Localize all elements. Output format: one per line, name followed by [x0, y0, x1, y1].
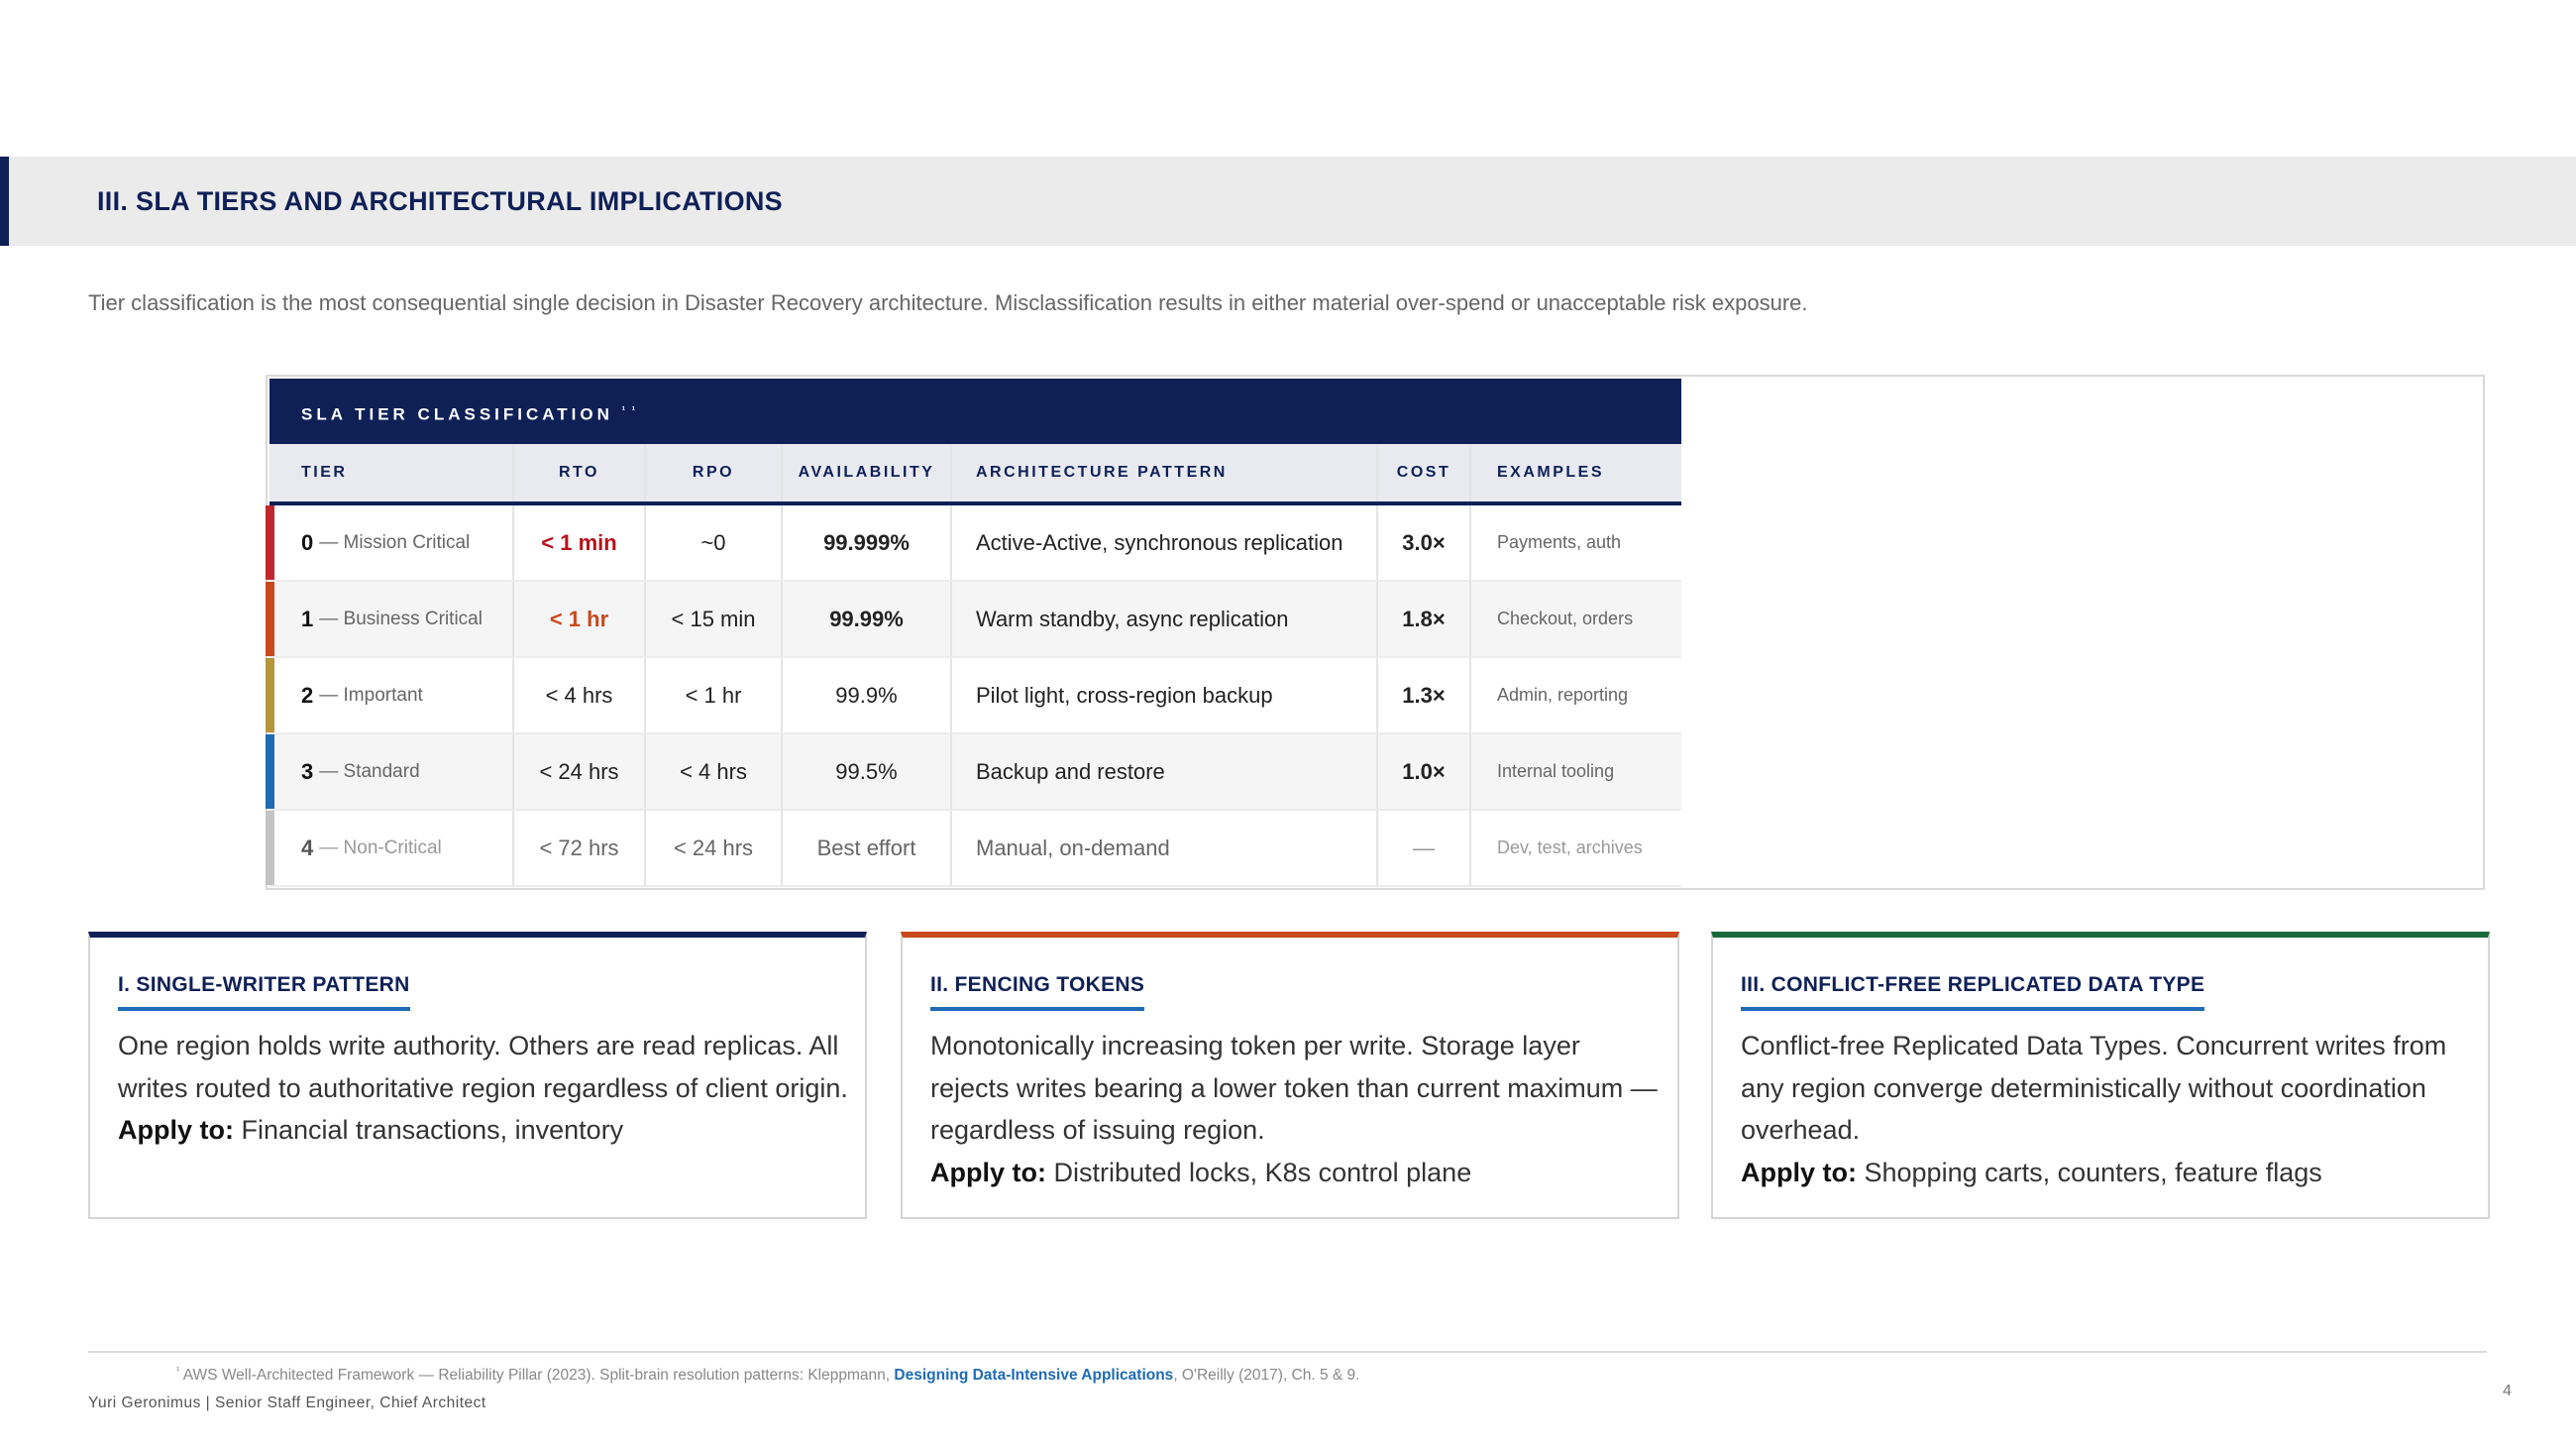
page-number: 4	[2503, 1383, 2512, 1399]
pattern-card	[901, 932, 1679, 1219]
section-accent-bar	[0, 157, 9, 246]
tier-number: 2	[301, 682, 314, 708]
availability-value: 99.999%	[823, 529, 910, 555]
examples-cell	[1471, 734, 1681, 809]
footnote	[176, 1366, 1360, 1385]
examples-cell	[1471, 505, 1681, 580]
header-rto: RTO	[514, 444, 646, 502]
rpo-cell	[646, 505, 783, 580]
examples-value: Internal tooling	[1497, 761, 1615, 781]
cost-cell	[1378, 505, 1471, 580]
examples-cell	[1471, 811, 1681, 885]
footnote-mark: ¹	[176, 1366, 180, 1377]
tier-cell	[269, 505, 514, 580]
rpo-cell	[646, 811, 783, 885]
card-title: I. SINGLE-WRITER PATTERN	[118, 973, 410, 1011]
rto-value: < 1 hr	[549, 606, 609, 631]
rpo-value: < 4 hrs	[680, 758, 747, 784]
examples-cell	[1471, 582, 1681, 656]
table-row	[269, 658, 1681, 734]
architecture-cell	[952, 505, 1378, 580]
card-apply	[930, 1158, 1471, 1187]
rpo-cell	[646, 658, 783, 732]
tier-color-bar	[266, 811, 274, 885]
availability-cell	[783, 658, 952, 732]
architecture-cell	[952, 658, 1378, 732]
table-caption-text: SLA TIER CLASSIFICATION	[301, 404, 613, 424]
availability-value: 99.5%	[835, 758, 898, 784]
rpo-value: < 1 hr	[685, 682, 742, 708]
tier-cell	[269, 582, 514, 656]
availability-value: Best effort	[816, 835, 916, 860]
card-title: II. FENCING TOKENS	[930, 973, 1144, 1011]
cost-value: 1.3×	[1402, 682, 1446, 708]
card-description: Monotonically increasing token per write. Storage layer rejects writes bearing a lower token than current maximum — regardless of issuing region.	[930, 1031, 1658, 1145]
table-row	[269, 505, 1681, 582]
cost-value: 1.8×	[1402, 606, 1446, 631]
pattern-card	[88, 932, 867, 1219]
footer-divider	[88, 1351, 2487, 1353]
table-header-row	[269, 444, 1681, 505]
cost-value: —	[1413, 835, 1435, 860]
rpo-cell	[646, 582, 783, 656]
cost-cell	[1378, 658, 1471, 732]
tier-cell	[269, 734, 514, 809]
rto-value: < 72 hrs	[539, 835, 619, 860]
card-apply-label: Apply to:	[930, 1157, 1046, 1187]
rpo-value: < 15 min	[671, 606, 756, 631]
table-row	[269, 811, 1681, 887]
architecture-value: Warm standby, async replication	[976, 606, 1289, 631]
card-body	[1741, 1025, 2474, 1193]
card-description: Conflict-free Replicated Data Types. Concurrent writes from any region converge deterministically without coordination overhead.	[1741, 1031, 2447, 1145]
architecture-cell	[952, 811, 1378, 885]
card-body	[118, 1025, 851, 1152]
table-caption-footnote-mark: ¹ ¹	[621, 405, 638, 416]
cost-cell	[1378, 582, 1471, 656]
sla-tier-table	[269, 379, 1681, 887]
rpo-cell	[646, 734, 783, 809]
availability-cell	[783, 734, 952, 809]
rto-value: < 24 hrs	[539, 758, 619, 784]
author-line: Yuri Geronimus | Senior Staff Engineer, Chief Architect	[88, 1394, 486, 1411]
card-apply-text: Shopping carts, counters, feature flags	[1864, 1157, 2322, 1187]
availability-cell	[783, 582, 952, 656]
availability-value: 99.9%	[835, 682, 898, 708]
architecture-cell	[952, 582, 1378, 656]
tier-color-bar	[266, 658, 274, 732]
tier-number: 1	[301, 606, 314, 631]
section-header	[0, 157, 2576, 246]
header-architecture-pattern: ARCHITECTURE PATTERN	[952, 444, 1378, 502]
tier-number: 3	[301, 758, 314, 784]
examples-cell	[1471, 658, 1681, 732]
tier-name: — Standard	[319, 760, 420, 782]
examples-value: Admin, reporting	[1497, 685, 1629, 705]
card-apply-label: Apply to:	[118, 1115, 234, 1145]
tier-color-bar	[266, 582, 274, 656]
rto-value: < 4 hrs	[545, 682, 613, 708]
footnote-text-pre: AWS Well-Architected Framework — Reliability Pillar (2023). Split-brain resolution patterns: Kleppmann,	[182, 1367, 895, 1385]
examples-value: Payments, auth	[1497, 532, 1622, 552]
card-apply-text: Distributed locks, K8s control plane	[1053, 1157, 1472, 1187]
rto-value: < 1 min	[541, 529, 617, 555]
table-row	[269, 582, 1681, 658]
card-apply-label: Apply to:	[1741, 1157, 1857, 1187]
cost-value: 1.0×	[1402, 758, 1446, 784]
tier-color-bar	[266, 505, 274, 580]
rto-cell	[514, 658, 646, 732]
card-body	[930, 1025, 1664, 1193]
header-cost: COST	[1378, 444, 1471, 502]
availability-cell	[783, 505, 952, 580]
tier-name: — Non-Critical	[319, 836, 442, 858]
cost-cell	[1378, 811, 1471, 885]
tier-number: 4	[301, 835, 314, 860]
header-availability: AVAILABILITY	[783, 444, 952, 502]
cost-cell	[1378, 734, 1471, 809]
footnote-book-link[interactable]: Designing Data-Intensive Applications	[894, 1367, 1174, 1385]
tier-cell	[269, 658, 514, 732]
rto-cell	[514, 734, 646, 809]
card-title: III. CONFLICT-FREE REPLICATED DATA TYPE	[1741, 973, 2204, 1011]
header-tier: TIER	[269, 444, 514, 502]
examples-value: Dev, test, archives	[1497, 837, 1643, 857]
rto-cell	[514, 811, 646, 885]
rto-cell	[514, 582, 646, 656]
section-title: III. SLA TIERS AND ARCHITECTURAL IMPLICATIONS	[97, 186, 783, 216]
tier-color-bar	[266, 734, 274, 809]
rto-cell	[514, 505, 646, 580]
header-rpo: RPO	[646, 444, 783, 502]
tier-cell	[269, 811, 514, 885]
architecture-cell	[952, 734, 1378, 809]
tier-name: — Mission Critical	[319, 531, 471, 553]
table-caption	[269, 379, 1681, 444]
table-row	[269, 734, 1681, 811]
card-apply	[118, 1115, 623, 1145]
pattern-card	[1711, 932, 2490, 1219]
rpo-value: ~0	[700, 529, 726, 555]
availability-cell	[783, 811, 952, 885]
header-examples: EXAMPLES	[1497, 464, 1605, 481]
availability-value: 99.99%	[829, 606, 904, 631]
card-description: One region holds write authority. Others are read replicas. All writes routed to authoritative region regardless of client origin.	[118, 1031, 848, 1103]
tier-number: 0	[301, 529, 314, 555]
tier-name: — Business Critical	[319, 608, 483, 629]
cost-value: 3.0×	[1402, 529, 1446, 555]
architecture-value: Manual, on-demand	[976, 835, 1170, 860]
intro-text: Tier classification is the most consequential single decision in Disaster Recovery architecture. Misclassification results in either material over-spend or unacceptable risk exposure.	[88, 290, 1808, 315]
architecture-value: Backup and restore	[976, 758, 1165, 784]
examples-value: Checkout, orders	[1497, 609, 1634, 628]
rpo-value: < 24 hrs	[673, 835, 754, 860]
architecture-value: Pilot light, cross-region backup	[976, 682, 1273, 708]
footnote-text-post: , O'Reilly (2017), Ch. 5 & 9.	[1173, 1367, 1360, 1385]
card-apply-text: Financial transactions, inventory	[241, 1115, 624, 1145]
architecture-value: Active-Active, synchronous replication	[976, 529, 1343, 555]
table-body	[269, 505, 1681, 887]
tier-name: — Important	[319, 684, 423, 706]
card-apply	[1741, 1158, 2322, 1187]
